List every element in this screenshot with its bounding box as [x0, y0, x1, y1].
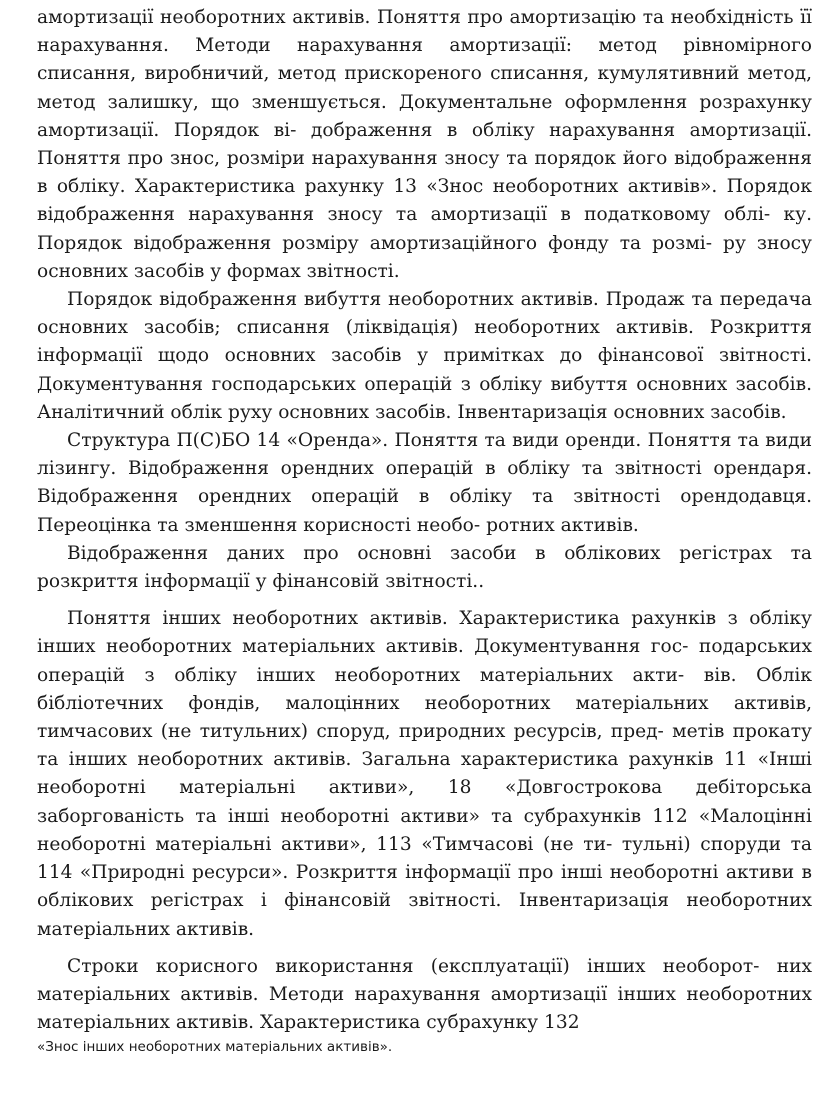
paragraph-other-assets: Поняття інших необоротних активів. Характеристика рахунків з обліку інших необоротних матеріальних активів. Документування гос- подарських операцій з обліку інших необоротних матеріальних акти- вів. Облік бібліотечних фондів, малоцінних необоротних матеріальних активів, тимчасових (не титульних) споруд, природних ресурсів, пред- метів прокату та інших необоротних активів. Загальна характеристика рахунків 11 «Інші необоротні матеріальні активи», 18 «Довгострокова дебіторська заборгованість та інші необоротні активи» та субрахунків 112 «Малоцінні необоротні матеріальні активи», 113 «Тимчасові (не ти- тульні) споруди та 114 «Природні ресурси». Розкриття інформації про інші необоротні активи в облікових регістрах і фінансовій звітності. Інвентаризація необоротних матеріальних активів. — [37, 608, 812, 940]
paragraph-amortization: амортизації необоротних активів. Поняття про амортизацію та необхідність її нарахування. Методи нарахування амортизації: метод рівномірного списання, виробничий, метод прискореного списання, кумулятивний метод, метод залишку, що зменшується. Документальне оформлення розрахунку амортизації. Порядок ві- дображення в обліку нарахування амортизації. Поняття про знос, розміри нарахування зносу та порядок його відображення в обліку. Характеристика рахунку 13 «Знос необоротних активів». Порядок відображення нарахування зносу та амортизації в податковому облі- ку. Порядок відображення розміру амортизаційного фонду та розмі- ру зносу основних засобів у формах звітності. — [37, 7, 812, 282]
paragraph-useful-life: Строки корисного використання (експлуатації) інших необорот- них матеріальних активів. Методи нарахування амортизації інших необоротних матеріальних активів. Характеристика субрахунку 132 — [37, 955, 812, 1034]
footnote-line: «Знос інших необоротних матеріальних активів». — [37, 1039, 393, 1056]
paragraph-lease: Структура П(С)БО 14 «Оренда». Поняття та види оренди. Поняття та види лізингу. Відображення орендних операцій в обліку та звітності орендаря. Відображення орендних операцій в обліку та звітності орендодавця. Переоцінка та зменшення корисності необо- ротних активів. — [37, 430, 812, 536]
paragraph-disposal: Порядок відображення вибуття необоротних активів. Продаж та передача основних засобів; списання (ліквідація) необоротних активів. Розкриття інформації щодо основних засобів у примітках до фінансової звітності. Документування господарських операцій з обліку вибуття основних засобів. Аналітичний облік руху основних засобів. Інвентаризація основних засобів. — [37, 289, 812, 423]
paragraph-reporting: Відображення даних про основні засоби в облікових регістрах та розкриття інформації у фінансовій звітності.. — [37, 542, 812, 593]
